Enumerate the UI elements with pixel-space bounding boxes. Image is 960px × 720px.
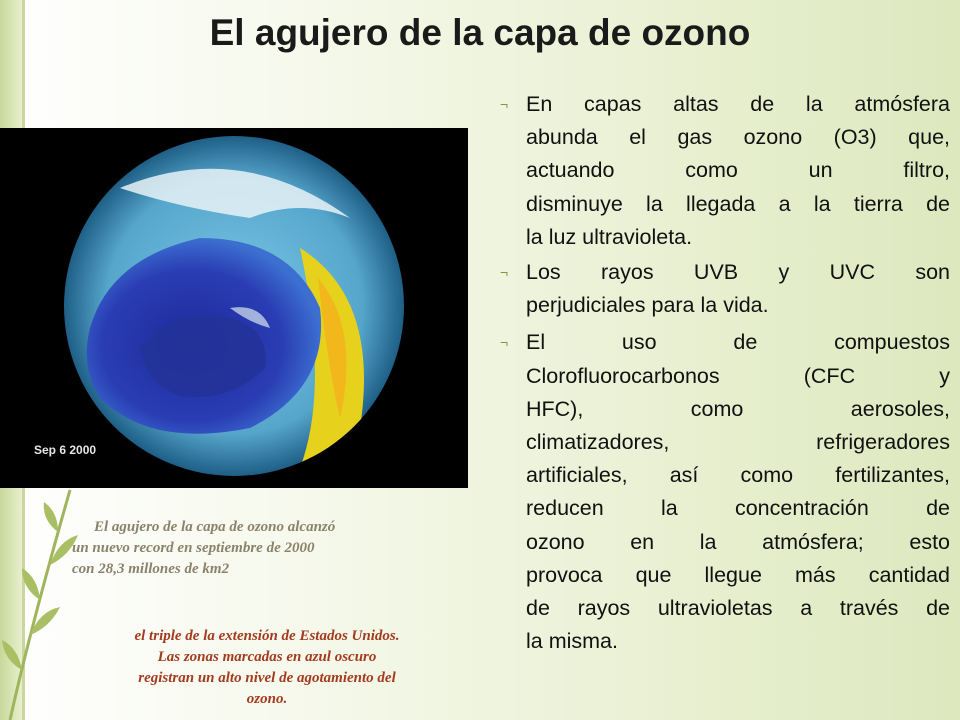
bullet-line: actuando como un filtro, <box>526 158 950 183</box>
caption-top <box>72 517 462 580</box>
bullet-line: reducen la concentración de <box>526 496 950 521</box>
slide-title: El agujero de la capa de ozono <box>209 12 751 53</box>
bullet-item <box>500 88 950 254</box>
bullet-line: disminuye la llegada a la tierra de <box>526 191 950 216</box>
bullet-icon: ¬ <box>500 334 509 351</box>
date-label: Sep 6 2000 <box>34 443 97 457</box>
bullet-line: Clorofluorocarbonos (CFC y <box>526 363 950 388</box>
bullet-item <box>500 256 950 322</box>
caption-bottom-line: registran un alto nivel de agotamiento del <box>138 670 396 686</box>
bullet-line: perjudiciales para la vida. <box>526 293 769 318</box>
bullet-icon: ¬ <box>500 96 509 112</box>
caption-top-line: con 28,3 millones de km2 <box>72 561 230 577</box>
bullet-line: En capas altas de la atmósfera <box>526 92 950 116</box>
bullet-item <box>500 326 950 658</box>
bullet-icon: ¬ <box>500 264 509 281</box>
bullet-line: la misma. <box>526 629 618 654</box>
bullet-line: provoca que llegue más cantidad <box>526 562 950 587</box>
bullet-line: HFC), como aerosoles, <box>526 396 950 421</box>
bullet-line: abunda el gas ozono (O3) que, <box>526 125 950 150</box>
bullet-list <box>500 88 950 658</box>
bullet-line: ozono en la atmósfera; esto <box>526 529 950 554</box>
bullet-line: climatizadores, refrigeradores <box>526 430 950 455</box>
bullet-line: El uso de compuestos <box>526 330 950 355</box>
bullet-line: de rayos ultravioletas a través de <box>526 596 950 621</box>
ozone-globe-image <box>0 128 468 488</box>
bullet-line: la luz ultravioleta. <box>526 224 693 249</box>
caption-bottom-line: el triple de la extensión de Estados Unidos. <box>134 628 400 644</box>
bullet-line: Los rayos UVB y UVC son <box>526 260 950 285</box>
caption-bottom-line: ozono. <box>246 691 288 707</box>
bullet-line: artificiales, así como fertilizantes, <box>526 463 950 488</box>
caption-bottom-line: Las zonas marcadas en azul oscuro <box>157 649 377 665</box>
caption-top-line: un nuevo record en septiembre de 2000 <box>72 540 315 556</box>
caption-bottom <box>72 626 462 710</box>
caption-top-line: El agujero de la capa de ozono alcanzó <box>94 519 336 535</box>
